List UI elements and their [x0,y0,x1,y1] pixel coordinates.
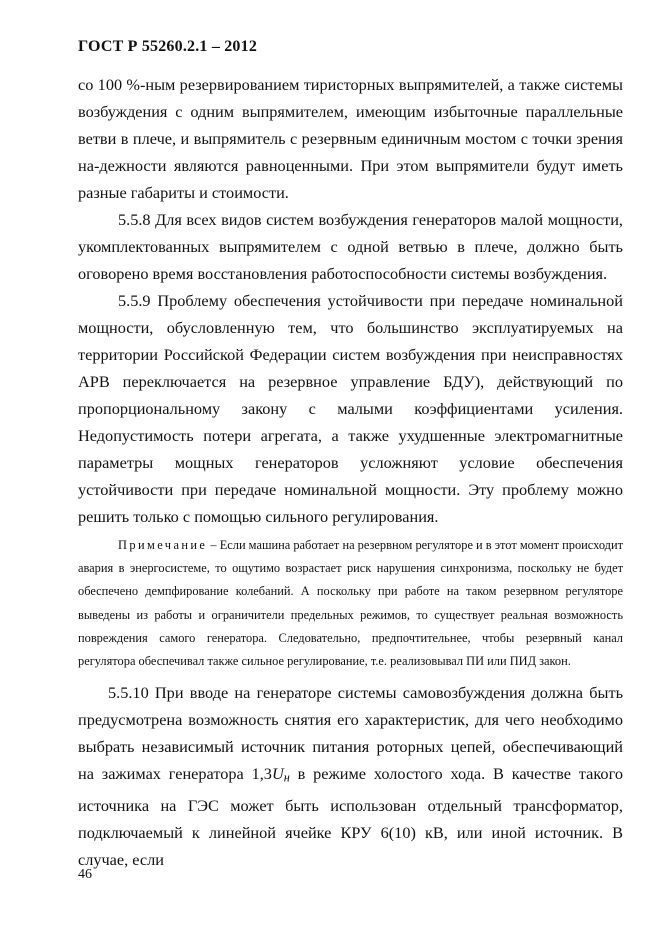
note-label: Примечание [118,538,208,552]
note-text: – Если машина работает на резервном регуляторе и в этот момент происходит авария в энергосистеме, то ощутимо возрастает риск нарушения синхронизма, поскольку не будет обеспечено демпфирование колебаний. А поскольку при работе на таком резервном регуляторе выведены из работы и ограничители предельных режимов, то существует реальная возможность повреждения самого генератора. Следовательно, предпочтительнее, чтобы резервный канал регулятора обеспечивал также сильное регулирование, т.е. реализовывал ПИ или ПИД закон. [78,538,624,669]
voltage-symbol: U [271,764,284,784]
note-block [78,534,623,673]
paragraph-5-5-10-part1: 5.5.10 При вводе на генераторе системы самовозбуждения должна быть предусмотрена возможность снятия его характеристик, для чего необходимо выбрать независимый источник питания роторных цепей, обеспечивающий на зажимах генератора 1,3 [78,683,623,784]
voltage-subscript: н [283,770,290,785]
paragraph-5-5-10-part2: в режиме холостого хода. В качестве такого источника на ГЭС может быть использован отдельный трансформатор, подключаемый к линейной ячейке КРУ 6(10) кВ, или иной источник. В случае, если [78,764,623,869]
paragraph-5-5-10 [78,679,623,872]
paragraph-continuation: со 100 %-ным резервированием тиристорных выпрямителей, а также системы возбуждения с одним выпрямителем, имеющим избыточные параллельные ветви в плече, и выпрямитель с резервным единичным мостом с точки зрения на-дежности являются равноценными. При этом выпрямители будут иметь разные габариты и стоимости. [78,75,623,202]
paragraph-5-5-8: 5.5.8 Для всех видов систем возбуждения генераторов малой мощности, укомплектованных выпрямителем с одной ветвью в плече, должно быть оговорено время восстановления работоспособности системы возбуждения. [78,210,623,283]
paragraph-5-5-9: 5.5.9 Проблему обеспечения устойчивости при передаче номинальной мощности, обусловленную тем, что большинство эксплуатируемых на территории Российской Федерации систем возбуждения при неисправностях АРВ переключается на резервное управление БДУ), действующий по пропорциональному закону с малыми коэффициентами усиления. Недопустимость потери агрегата, а также ухудшенные электромагнитные параметры мощных генераторов усложняют условие обеспечения устойчивости при передаче номинальной мощности. Эту проблему можно решить только с помощью сильного регулирования. [78,291,623,526]
document-body [78,71,623,873]
page-number: 46 [78,867,92,882]
document-header: ГОСТ Р 55260.2.1 – 2012 [78,38,258,55]
